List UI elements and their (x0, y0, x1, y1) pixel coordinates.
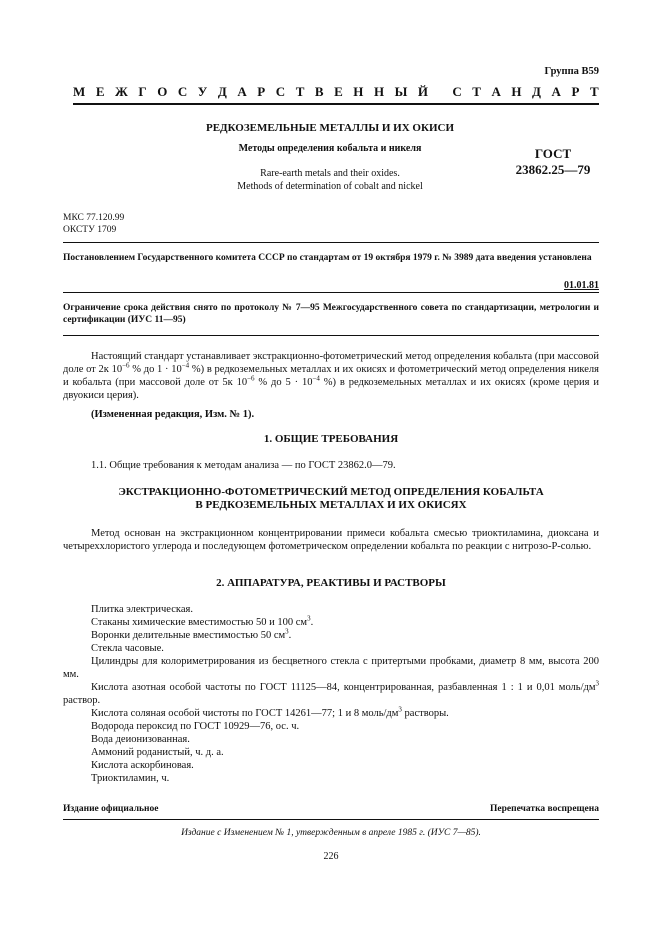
apparatus-item (63, 629, 599, 642)
limitation-note: Ограничение срока действия снято по протоколу № 7—95 Межгосударственного совета по стандартизации, метрологии и сертификации (ИУС 11—95) (63, 303, 599, 325)
apparatus-item (63, 720, 599, 733)
banner-letter: Д (217, 84, 227, 99)
apparatus-item-text: Кислота соляная особой чистоты по ГОСТ 14261—77; 1 и 8 моль/дм (91, 708, 399, 719)
banner-letter: У (197, 84, 208, 99)
reprint-prohibited-label: Перепечатка воспрещена (489, 804, 599, 814)
mks-code: МКС 77.120.99 (63, 213, 125, 223)
banner-letter: Т (295, 84, 305, 99)
group-label: Группа В59 (544, 66, 599, 77)
english-title-line2: Methods of determination of cobalt and nickel (237, 181, 423, 192)
apparatus-item (63, 603, 599, 616)
divider-top (63, 242, 599, 243)
apparatus-item-text: Вода деионизованная. (91, 734, 190, 745)
banner-letter: С (452, 84, 462, 99)
effective-date: 01.01.81 (564, 280, 599, 291)
apparatus-item (63, 642, 599, 655)
banner-letter: Н (353, 84, 364, 99)
apparatus-item-tail: растворы. (401, 708, 449, 719)
section1-heading: 1. ОБЩИЕ ТРЕБОВАНИЯ (263, 433, 399, 445)
intro-text-c: %) в редкоземельных металлах и их окисях и фотометрический метод определения никеля и кобальта (при массовой доле от 5к 10 (63, 364, 600, 388)
method-description: Метод основан на экстракционном концентрировании примеси кобальта смесью триоктиламина, диоксана и четыреххлористого углерода и последующем фотометрическом определении кобальта по реакции с нитрозо-Р-солью. (63, 528, 599, 552)
banner-letter: А (491, 84, 501, 99)
intro-paragraph (63, 350, 599, 402)
apparatus-item (63, 746, 599, 759)
english-title-line1: Rare-earth metals and their oxides. (260, 168, 400, 179)
apparatus-item-text: Триоктиламин, ч. (91, 773, 170, 784)
gost-number: 23862.25—79 (515, 162, 591, 177)
banner-letter: Ж (115, 84, 128, 99)
apparatus-item-text: Кислота азотная особой частоты по ГОСТ 11125—84, концентрированная, разбавленная 1 : 1 и 0,01 моль/дм (91, 682, 596, 693)
banner-letter: Ы (394, 84, 408, 99)
document-subtitle: Методы определения кобальта и никеля (238, 143, 422, 154)
apparatus-item (63, 772, 599, 785)
intro-exponent-3: −6 (247, 374, 255, 383)
apparatus-item-tail: . (310, 617, 314, 628)
official-edition-label: Издание официальное (63, 804, 159, 814)
english-title (120, 167, 540, 193)
apparatus-item (63, 759, 599, 772)
apparatus-item-text: Воронки делительные вместимостью 50 см (91, 630, 286, 641)
apparatus-item-text: Стекла часовые. (91, 643, 164, 654)
apparatus-item-text: Цилиндры для колориметрирования из бесцветного стекла с притертыми пробками, диаметр 8 мм, высота 200 мм. (63, 656, 599, 680)
banner-letter: Г (138, 84, 147, 99)
divider-middle (63, 292, 599, 293)
apparatus-item (63, 733, 599, 746)
apparatus-item-exponent: 3 (398, 705, 402, 714)
apparatus-item (63, 655, 599, 681)
gost-label: ГОСТ (534, 146, 572, 161)
apparatus-item-text: Кислота аскорбиновая. (91, 760, 194, 771)
apparatus-item-text: Аммоний роданистый, ч. д. а. (91, 747, 224, 758)
banner-letter: Н (373, 84, 385, 99)
gost-designation (508, 146, 598, 178)
banner-letter: О (157, 84, 168, 99)
apparatus-item (63, 616, 599, 629)
intro-text-a: Настоящий стандарт устанавливает экстракционно-фотометрический метод определения кобальта (при массовой доле от 2к 10 (63, 351, 599, 375)
section2-heading: 2. АППАРАТУРА, РЕАКТИВЫ И РАСТВОРЫ (216, 577, 446, 589)
banner-letter: Д (532, 84, 541, 99)
intro-exponent-2: −4 (181, 361, 190, 370)
banner-letter: Е (95, 84, 105, 99)
apparatus-item (63, 707, 599, 720)
intro-text-d: % до 5 · 10 (254, 377, 313, 388)
edition-note: Издание с Изменением № 1, утвержденным в апреле 1985 г. (ИУС 7—85). (181, 828, 481, 838)
apparatus-item-text: Стаканы химические вместимостью 50 и 100 см (91, 617, 308, 628)
apparatus-item-exponent: 3 (285, 627, 289, 636)
banner-letter: Р (571, 84, 580, 99)
banner-letter: Т (472, 84, 481, 99)
banner-letter: А (237, 84, 247, 99)
classification-codes (63, 212, 124, 236)
apparatus-list (63, 603, 599, 785)
banner-letter: Е (334, 84, 343, 99)
banner-letter: Т (589, 84, 599, 99)
page-number: 226 (323, 851, 339, 862)
method-heading-line2: В РЕДКОЗЕМЕЛЬНЫХ МЕТАЛЛАХ И ИХ ОКИСЯХ (195, 499, 467, 511)
banner-letter: Р (257, 84, 266, 99)
amendment-note: (Измененная редакция, Изм. № 1). (91, 409, 255, 420)
apparatus-item-exponent: 3 (595, 679, 599, 688)
decree-text: Постановлением Государственного комитета СССР по стандартам от 19 октября 1979 г. № 3989 дата введения установлена (63, 253, 592, 263)
method-heading (63, 486, 599, 512)
section1-text: 1.1. Общие требования к методам анализа — по ГОСТ 23862.0—79. (91, 460, 396, 471)
banner-letter: А (551, 84, 561, 99)
apparatus-item (63, 681, 599, 707)
standard-banner (73, 84, 599, 100)
banner-letter: Й (417, 84, 429, 99)
footer-divider (63, 819, 599, 820)
apparatus-item-tail: . (288, 630, 292, 641)
intro-text-b: % до 1 · 10 (129, 364, 182, 375)
banner-letter: В (314, 84, 324, 99)
banner-letter: С (177, 84, 188, 99)
banner-rule (73, 103, 599, 105)
intro-text-e: %) в редкоземельных металлах и их окисях (кроме церия и двуокиси церия). (63, 377, 599, 401)
divider-bottom (63, 335, 599, 336)
banner-letter: М (73, 84, 86, 99)
okstu-code: ОКСТУ 1709 (63, 225, 117, 235)
banner-letter: Н (511, 84, 522, 99)
intro-exponent-4: −4 (312, 374, 320, 383)
banner-letter: С (275, 84, 286, 99)
method-heading-line1: ЭКСТРАКЦИОННО-ФОТОМЕТРИЧЕСКИЙ МЕТОД ОПРЕДЕЛЕНИЯ КОБАЛЬТА (118, 486, 544, 498)
intro-exponent-1: −6 (122, 361, 130, 370)
apparatus-item-tail: раствор. (63, 695, 101, 706)
banner-letter (439, 84, 442, 100)
apparatus-item-text: Водорода пероксид по ГОСТ 10929—76, ос. ч. (91, 721, 300, 732)
apparatus-item-exponent: 3 (307, 614, 311, 623)
apparatus-item-text: Плитка электрическая. (91, 604, 193, 615)
document-title: РЕДКОЗЕМЕЛЬНЫЕ МЕТАЛЛЫ И ИХ ОКИСИ (205, 122, 455, 134)
